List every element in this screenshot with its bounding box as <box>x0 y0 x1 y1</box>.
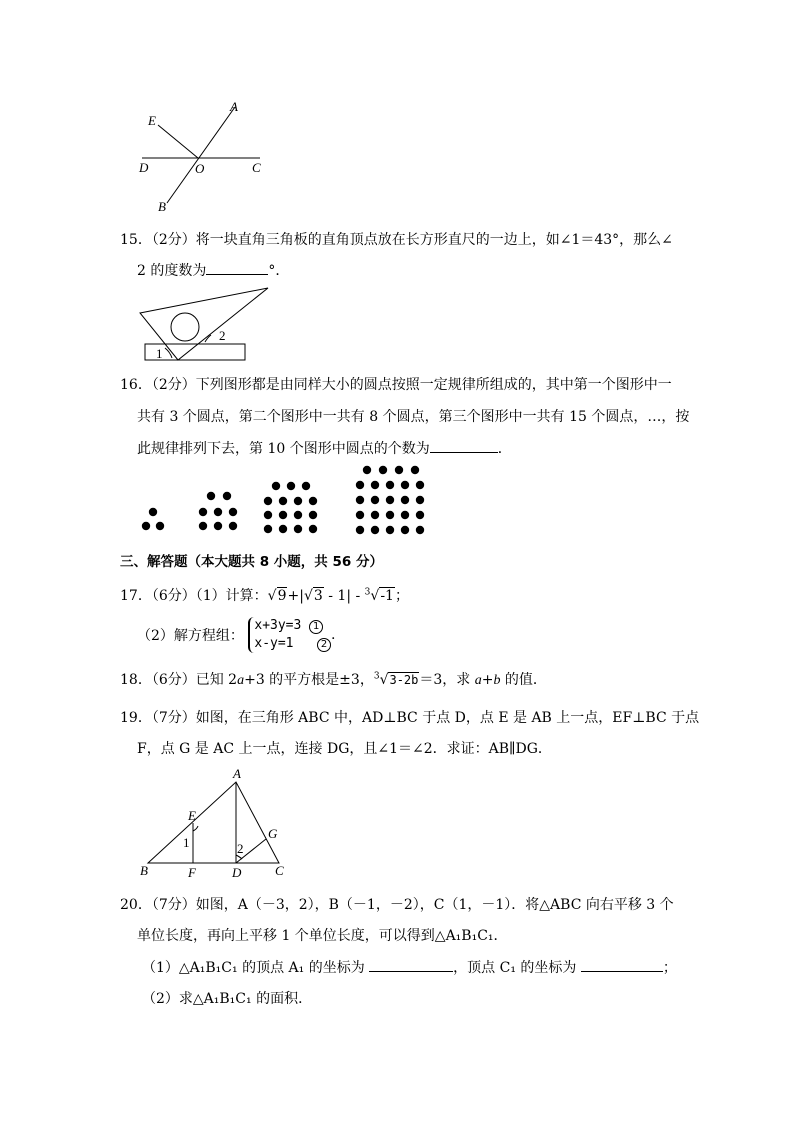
q20-line2: 单位长度，再向上平移 1 个单位长度，可以得到△A₁B₁C₁． <box>137 928 508 944</box>
q17-minus1: - 1| - <box>323 588 365 604</box>
q17-line2-post: . <box>331 627 336 643</box>
q17-plus-abs: +| <box>287 588 304 604</box>
figure-triangle-ruler <box>135 285 285 365</box>
q18-var-a: a <box>237 673 245 688</box>
q15-line2 <box>137 260 289 280</box>
label-f: F <box>188 865 196 880</box>
q20-line3-b: ，顶点 C₁ 的坐标为 <box>453 960 577 976</box>
label-1: 1 <box>183 835 190 850</box>
triangle-hole <box>171 313 199 341</box>
q17-eq1: x+3y=3 <box>254 618 302 633</box>
q19-line1: 19．（7分）如图，在三角形 ABC 中，AD⊥BC 于点 D，点 E 是 AB 上一点，EF⊥BC 于点 <box>120 710 700 726</box>
q20-c1-blank[interactable] <box>581 971 663 972</box>
q18-var-a2: a <box>474 673 482 688</box>
dot-pattern-4 <box>356 466 424 534</box>
label-2: 2 <box>237 841 244 856</box>
q20-line3-c: ； <box>662 960 677 976</box>
q15-line1: 15．（2分）将一块直角三角板的直角顶点放在长方形直尺的一边上，如∠1＝43°，那么∠ <box>120 232 673 248</box>
label-a: A <box>233 766 241 781</box>
line-ab <box>167 107 235 203</box>
q16-answer-blank[interactable] <box>430 452 498 453</box>
figure-triangle-abc <box>135 765 295 880</box>
q18-mid1: +3 的平方根是±3， <box>244 672 374 688</box>
q15-line2-post: °． <box>268 263 290 279</box>
q18-pre: 18．（6分）已知 2 <box>120 672 238 688</box>
label-a: A <box>230 99 238 114</box>
label-e: E <box>188 808 196 823</box>
q16-line3 <box>137 438 512 458</box>
angle-1-arc <box>165 348 172 358</box>
q20-line4: （2）求△A₁B₁C₁ 的面积． <box>142 991 313 1007</box>
q17-line1-pre: 17．（6分）（1）计算： <box>120 588 268 604</box>
angle-1-arc <box>193 826 198 831</box>
label-b: B <box>158 199 166 214</box>
q17-eq2: x-y=1 <box>254 636 294 651</box>
q17-line1: 17．（6分）（1）计算：√9+|√3 - 1| - $^3$√-1； <box>120 587 409 604</box>
dot-pattern-2 <box>199 492 237 530</box>
q20-line3-a: （1）△A₁B₁C₁ 的顶点 A₁ 的坐标为 <box>142 960 365 976</box>
label-d: D <box>232 865 242 880</box>
q18-cube-body: 3-2b <box>389 673 419 687</box>
label-angle-2: 2 <box>219 328 226 343</box>
q15-line2-pre: 2 的度数为 <box>137 263 207 279</box>
q16-line1: 16．（2分）下列图形都是由同样大小的圆点按照一定规律所组成的，其中第一个图形中一 <box>120 377 672 393</box>
q17-cuberoot-body: -1 <box>380 588 394 604</box>
dot-pattern-3 <box>264 482 317 533</box>
q19-line2: F，点 G 是 AC 上一点，连接 DG，且∠1＝∠2．求证：AB∥DG． <box>137 741 552 757</box>
q18-line: 18．（6分）已知 2a+3 的平方根是±3，$^3$√3-2b＝3，求 a+b 的值． <box>120 671 547 688</box>
q20-a1-blank[interactable] <box>369 971 453 972</box>
label-angle-1: 1 <box>156 346 163 361</box>
q18-mid2: ＝3，求 <box>419 672 475 688</box>
label-o: O <box>195 161 205 176</box>
q17-line2-pre: （2）解方程组： <box>137 628 244 644</box>
section-title: 三、解答题（本大题共 8 小题，共 56 分） <box>120 554 383 570</box>
q17-line1-post: ； <box>394 588 409 604</box>
q17-line2 <box>137 617 335 653</box>
q18-plus: + <box>481 672 494 688</box>
q17-mark2: 2 <box>317 638 331 652</box>
label-e: E <box>148 113 156 128</box>
q20-line3 <box>142 957 677 977</box>
q18-cube-index: 3 <box>373 671 380 682</box>
q18-var-b: b <box>493 673 501 688</box>
figure-dot-patterns <box>135 460 445 540</box>
q17-sqrt9: 9 <box>277 588 287 604</box>
q16-line3-pre: 此规律排列下去，第 10 个图形中圆点的个数为 <box>137 441 430 457</box>
q17-equation-system <box>248 617 331 653</box>
label-c: C <box>275 863 284 878</box>
q17-mark1: 1 <box>309 620 323 634</box>
q17-cuberoot-index: 3 <box>364 587 371 598</box>
triangle-abc <box>148 782 279 863</box>
figure-intersecting-lines <box>130 95 280 220</box>
dot-pattern-1 <box>142 508 164 530</box>
ray-oe <box>158 125 198 158</box>
q16-line3-post: ． <box>497 441 512 457</box>
q18-post: 的值． <box>500 672 547 688</box>
label-c: C <box>252 160 261 175</box>
q15-answer-blank[interactable] <box>206 274 268 275</box>
label-g: G <box>268 826 278 841</box>
label-d: D <box>139 160 149 175</box>
q16-line2: 共有 3 个圆点，第二个图形中一共有 8 个圆点，第三个图形中一共有 15 个圆点，…，按 <box>137 409 690 425</box>
q20-line1: 20．（7分）如图，A（－3，2），B（－1，－2），C（1，－1）．将△ABC 向右平移 3 个 <box>120 897 674 913</box>
label-b: B <box>140 863 148 878</box>
q17-sqrt3: 3 <box>313 588 323 604</box>
